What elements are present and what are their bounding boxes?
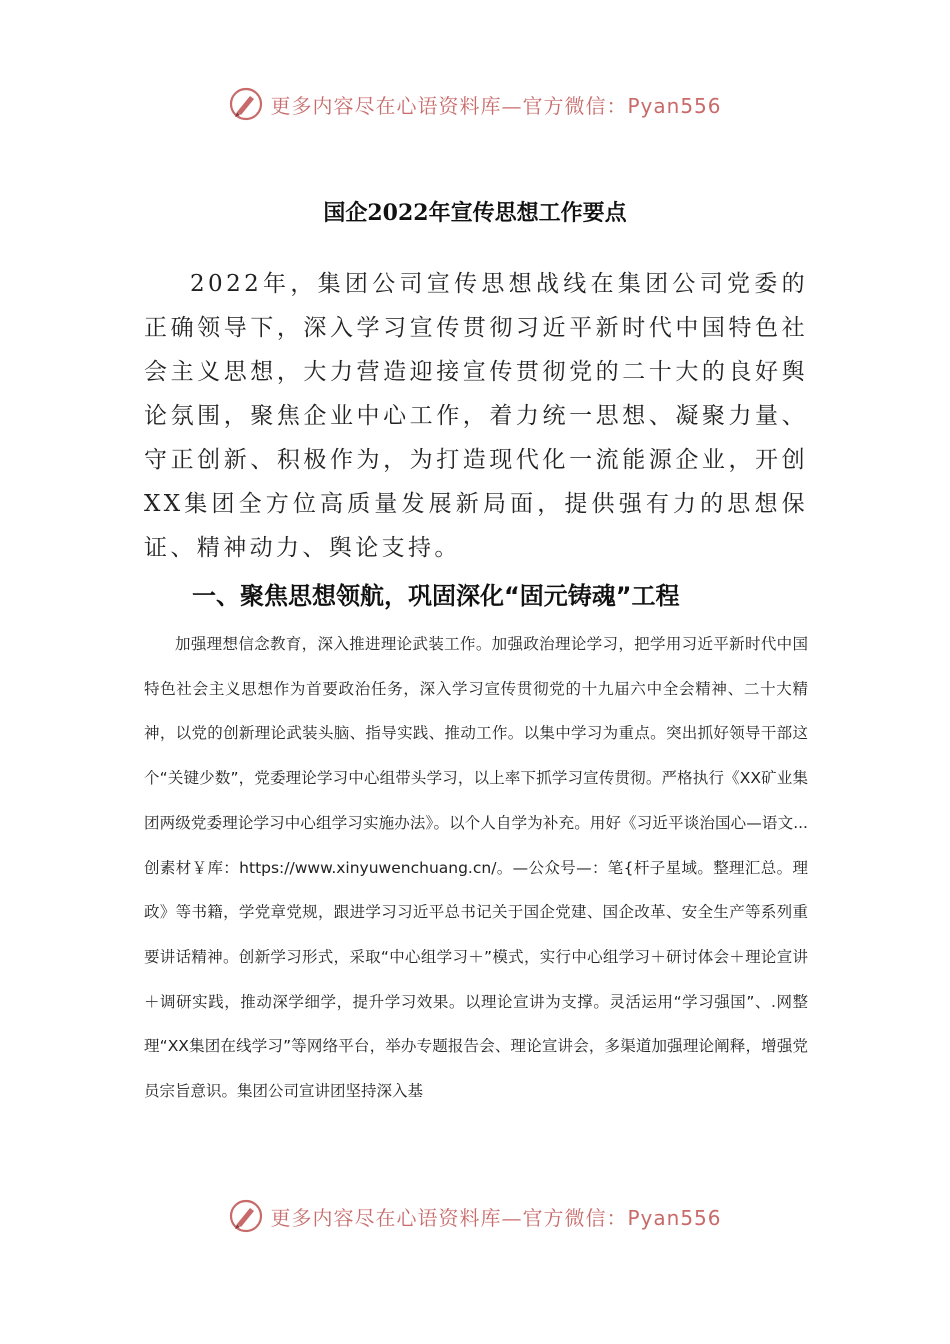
pen-logo-icon bbox=[228, 1198, 264, 1234]
document-title: 国企2022年宣传思想工作要点 bbox=[323, 200, 627, 226]
banner-text: 更多内容尽在心语资料库—官方微信：Pyan556 bbox=[270, 93, 722, 118]
banner-wechat-id: Pyan556 bbox=[627, 93, 722, 118]
section-heading-1: 一、聚焦思想领航，巩固深化“固元铸魂”工程 bbox=[192, 582, 680, 610]
banner-wechat-id: Pyan556 bbox=[627, 1205, 722, 1230]
header-watermark-banner bbox=[0, 84, 950, 124]
banner-text: 更多内容尽在心语资料库—官方微信：Pyan556 bbox=[270, 1205, 722, 1230]
section-1-body: 加强理想信念教育，深入推进理论武装工作。加强政治理论学习，把学用习近平新时代中国特色社会主义思想作为首要政治任务，深入学习宣传贯彻党的十九届六中全会精神、二十大精神，以党的创新理论武装头脑、指导实践、推动工作。以集中学习为重点。突出抓好领导干部这个“关键少数”，党委理论学习中心组带头学习，以上率下抓学习宣传贯彻。严格执行《XX矿业集团两级党委理论学习中心组学习实施办法》。以个人自学为补充。用好《习近平谈治国心—语文...创素材￥库：https://www.xinyuwenchuang.cn/。—公众号—：笔{杆子星域。整理汇总。理政》等书籍，学党章党规，跟进学习习近平总书记关于国企党建、国企改革、安全生产等系列重要讲话精神。创新学习形式，采取“中心组学习＋”模式，实行中心组学习＋研讨体会＋理论宣讲＋调研实践，推动深学细学，提升学习效果。以理论宣讲为支撑。灵活运用“学习强国”、.网整理“XX集团在线学习”等网络平台，举办专题报告会、理论宣讲会，多渠道加强理论阐释，增强党员宗旨意识。集团公司宣讲团坚持深入基 bbox=[144, 635, 808, 1101]
intro-paragraph: 2022年，集团公司宣传思想战线在集团公司党委的正确领导下，深入学习宣传贯彻习近平新时代中国特色社会主义思想，大力营造迎接宣传贯彻党的二十大的良好舆论氛围，聚焦企业中心工作，着力统一思想、凝聚力量、守正创新、积极作为，为打造现代化一流能源企业，开创XX集团全方位高质量发展新局面，提供强有力的思想保证、精神动力、舆论支持。 bbox=[144, 271, 808, 561]
footer-watermark-banner bbox=[0, 1196, 950, 1236]
pen-logo-icon bbox=[228, 86, 264, 122]
